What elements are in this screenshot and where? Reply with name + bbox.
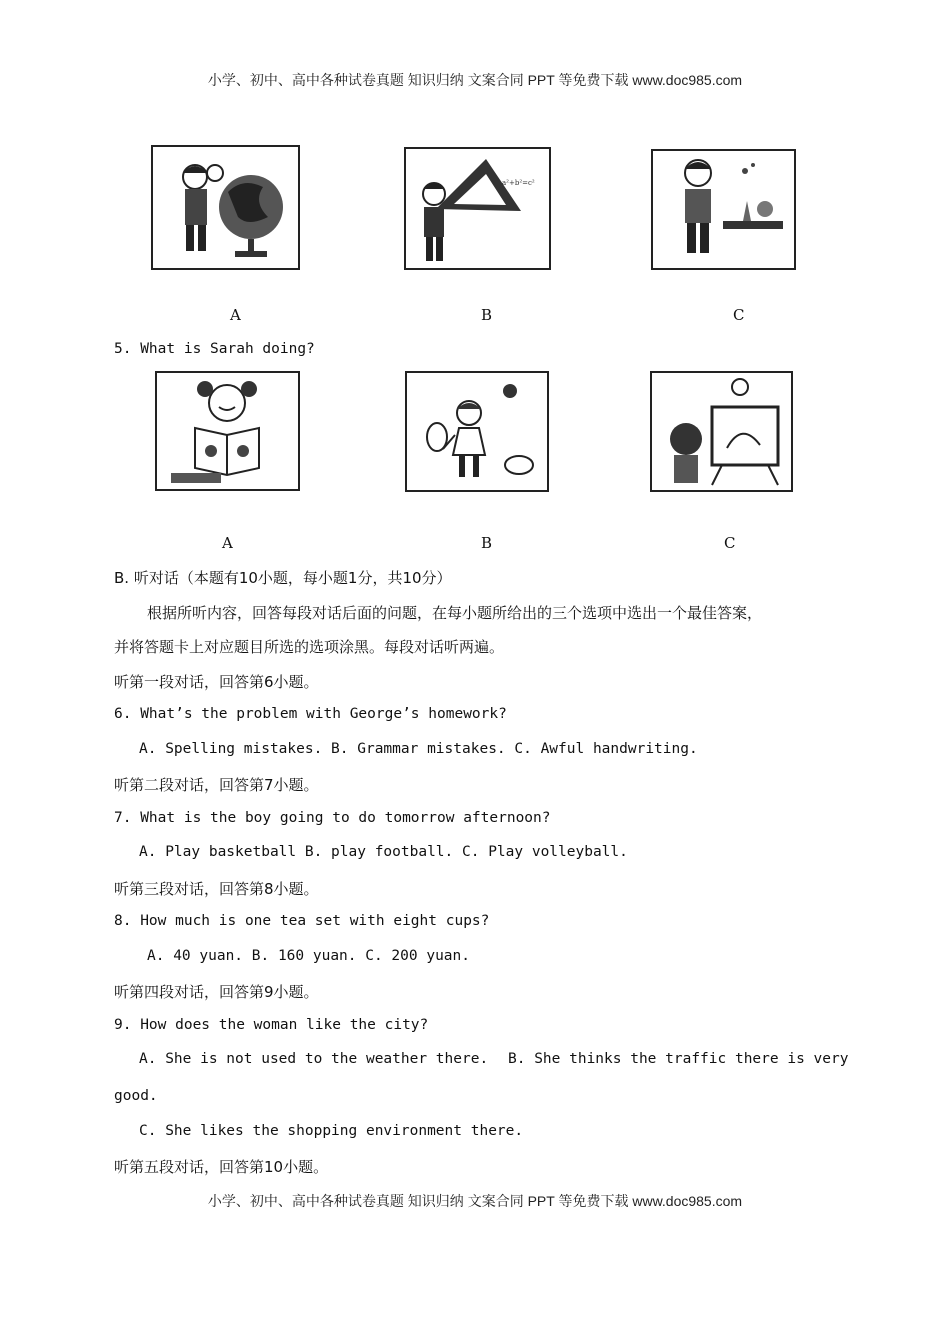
- q6-options: A. Spelling mistakes. B. Grammar mistakes. C. Awful handwriting.: [139, 741, 698, 757]
- q5-picture-b: [405, 371, 549, 492]
- q7-question: 7. What is the boy going to do tomorrow afternoon?: [114, 810, 551, 826]
- q9-option-b-continued: good.: [114, 1088, 158, 1104]
- q4-picture-c: [651, 149, 796, 270]
- q9-option-b: B. She thinks the traffic there is very: [508, 1051, 849, 1067]
- dialog-3-instruction: 听第三段对话，回答第8小题。: [114, 880, 319, 898]
- q9-option-a: A. She is not used to the weather there.: [139, 1051, 489, 1067]
- page-footer: 小学、初中、高中各种试卷真题 知识归纳 文案合同 PPT 等免费下载 www.doc985.com: [207, 1193, 743, 1209]
- section-b-title: B. 听对话（本题有10小题，每小题1分，共10分）: [114, 569, 452, 587]
- q8-question: 8. How much is one tea set with eight cups?: [114, 913, 490, 929]
- q5-label-a: A: [222, 534, 233, 552]
- section-b-instructions-1: 根据所听内容，回答每段对话后面的问题，在每小题所给出的三个选项中选出一个最佳答案，: [147, 604, 763, 622]
- q4-picture-a: [151, 145, 300, 270]
- q6-question: 6. What’s the problem with George’s homework?: [114, 706, 507, 722]
- q5-label-c: C: [724, 534, 736, 552]
- q7-options: A. Play basketball B. play football. C. Play volleyball.: [139, 844, 628, 860]
- dialog-5-instruction: 听第五段对话，回答第10小题。: [114, 1158, 329, 1176]
- q5-question: 5. What is Sarah doing?: [114, 341, 315, 357]
- dialog-1-instruction: 听第一段对话，回答第6小题。: [114, 673, 319, 691]
- q8-options: A. 40 yuan. B. 160 yuan. C. 200 yuan.: [147, 948, 471, 964]
- q4-label-a: A: [230, 306, 241, 324]
- q9-option-c: C. She likes the shopping environment there.: [139, 1123, 524, 1139]
- q5-picture-c: [650, 371, 793, 492]
- q4-picture-b: [404, 147, 551, 270]
- section-b-instructions-2: 并将答题卡上对应题目所选的选项涂黑。每段对话听两遍。: [114, 638, 505, 656]
- q4-label-c: C: [733, 306, 745, 324]
- svg-text:a²+b²=c²: a²+b²=c²: [502, 179, 535, 187]
- page-header: 小学、初中、高中各种试卷真题 知识归纳 文案合同 PPT 等免费下载 www.doc985.com: [207, 72, 743, 88]
- dialog-2-instruction: 听第二段对话，回答第7小题。: [114, 776, 319, 794]
- q9-question: 9. How does the woman like the city?: [114, 1017, 429, 1033]
- q5-label-b: B: [481, 534, 493, 552]
- q5-picture-a: [155, 371, 300, 491]
- q4-label-b: B: [481, 306, 493, 324]
- dialog-4-instruction: 听第四段对话，回答第9小题。: [114, 983, 319, 1001]
